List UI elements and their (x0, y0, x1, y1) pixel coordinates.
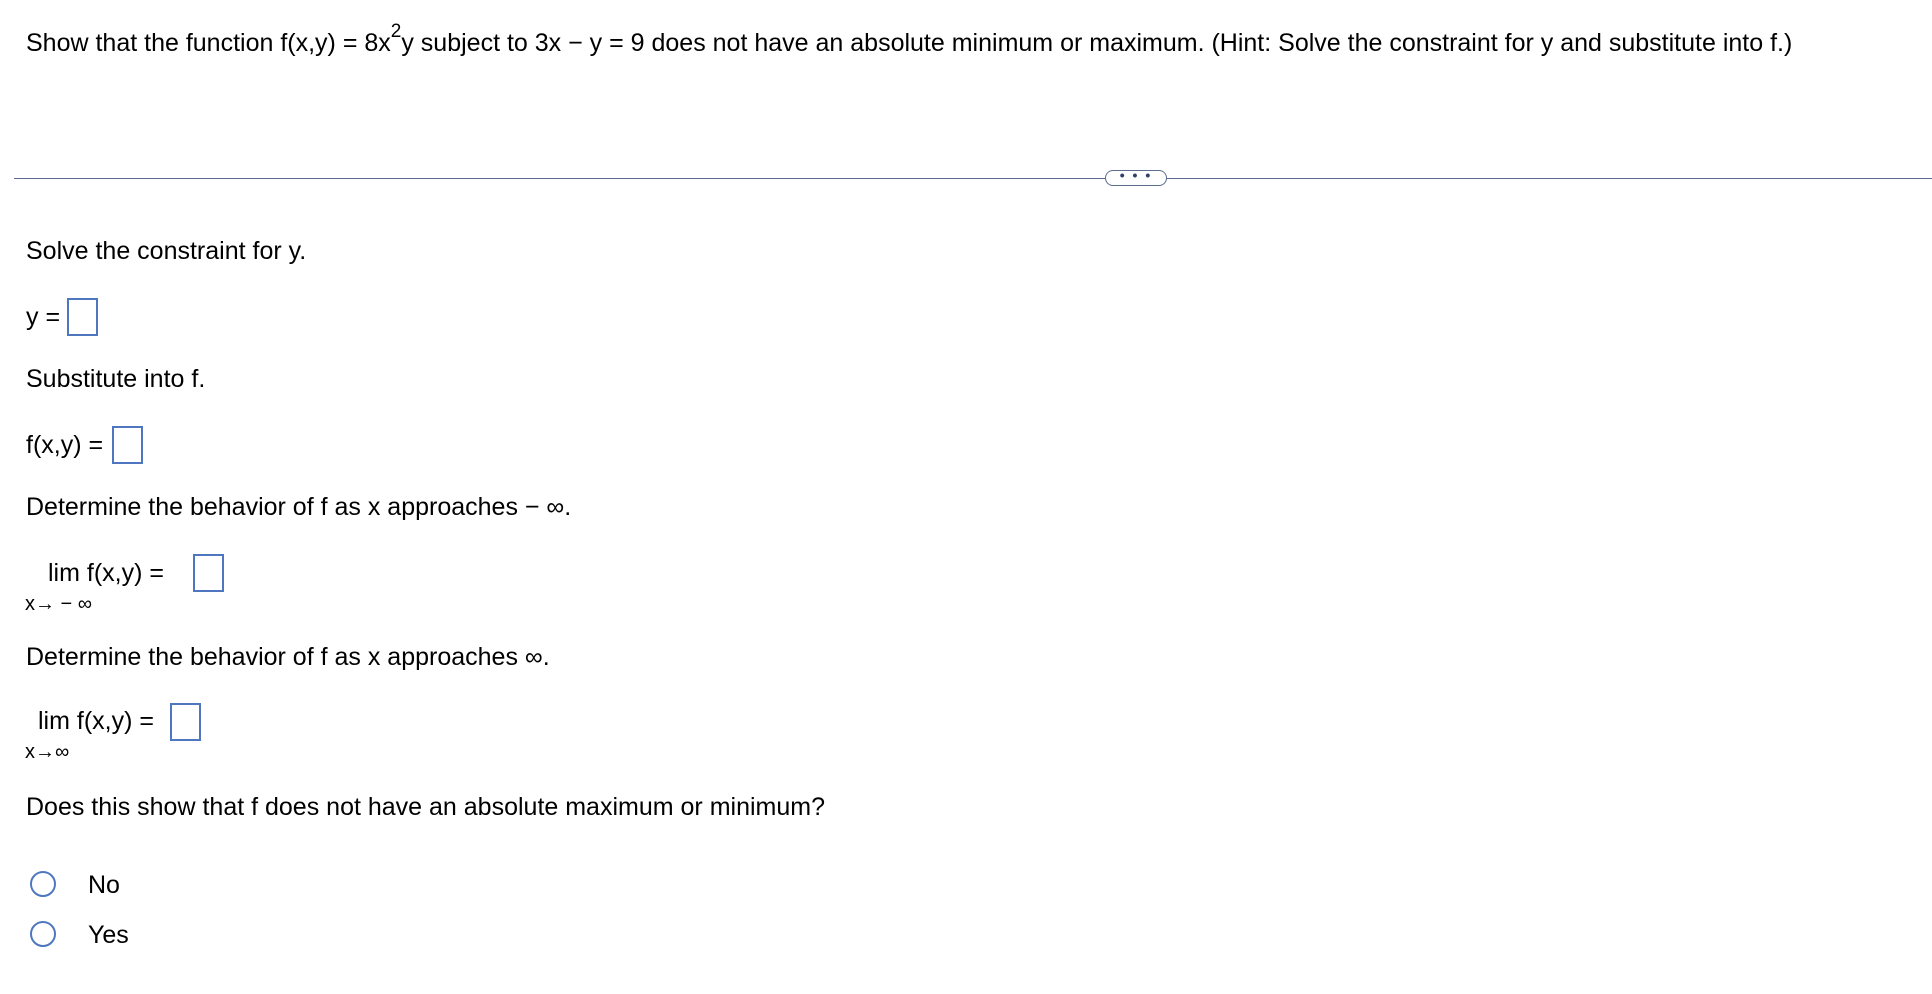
limit-pos-expression: lim f(x,y) = (38, 707, 154, 735)
section-divider (14, 178, 1932, 179)
pos-infinity-label: Determine the behavior of f as x approaches ∞. (26, 643, 550, 671)
y-answer-input[interactable] (67, 298, 98, 336)
limit-pos-subscript: x→∞ (25, 741, 70, 763)
radio-no[interactable] (30, 871, 56, 897)
limit-neg-answer-input[interactable] (193, 554, 224, 592)
option-no-label[interactable]: No (88, 871, 120, 899)
substitute-label: Substitute into f. (26, 365, 206, 393)
limit-neg-expression: lim f(x,y) = (48, 559, 164, 587)
neg-infinity-label: Determine the behavior of f as x approaches − ∞. (26, 493, 572, 521)
y-equation-label: y = (26, 303, 61, 331)
limit-neg-subscript: x→ − ∞ (25, 593, 93, 615)
problem-exponent: 2 (390, 21, 402, 42)
problem-suffix: y subject to 3x − y = 9 does not have an absolute minimum or maximum. (Hint: Solve the constraint for y and substitute into f.) (401, 29, 1793, 57)
problem-statement (26, 21, 1793, 58)
option-yes-label[interactable]: Yes (88, 921, 129, 949)
ellipsis-icon: • • • (1119, 167, 1153, 183)
radio-yes[interactable] (30, 921, 56, 947)
question-text: Does this show that f does not have an absolute maximum or minimum? (26, 793, 825, 821)
f-answer-input[interactable] (112, 426, 143, 464)
solve-constraint-label: Solve the constraint for y. (26, 237, 307, 265)
limit-pos-answer-input[interactable] (170, 703, 201, 741)
f-equation-label: f(x,y) = (26, 431, 104, 459)
problem-prefix: Show that the function f(x,y) = 8x (26, 29, 391, 57)
more-options-button[interactable] (1105, 167, 1167, 186)
